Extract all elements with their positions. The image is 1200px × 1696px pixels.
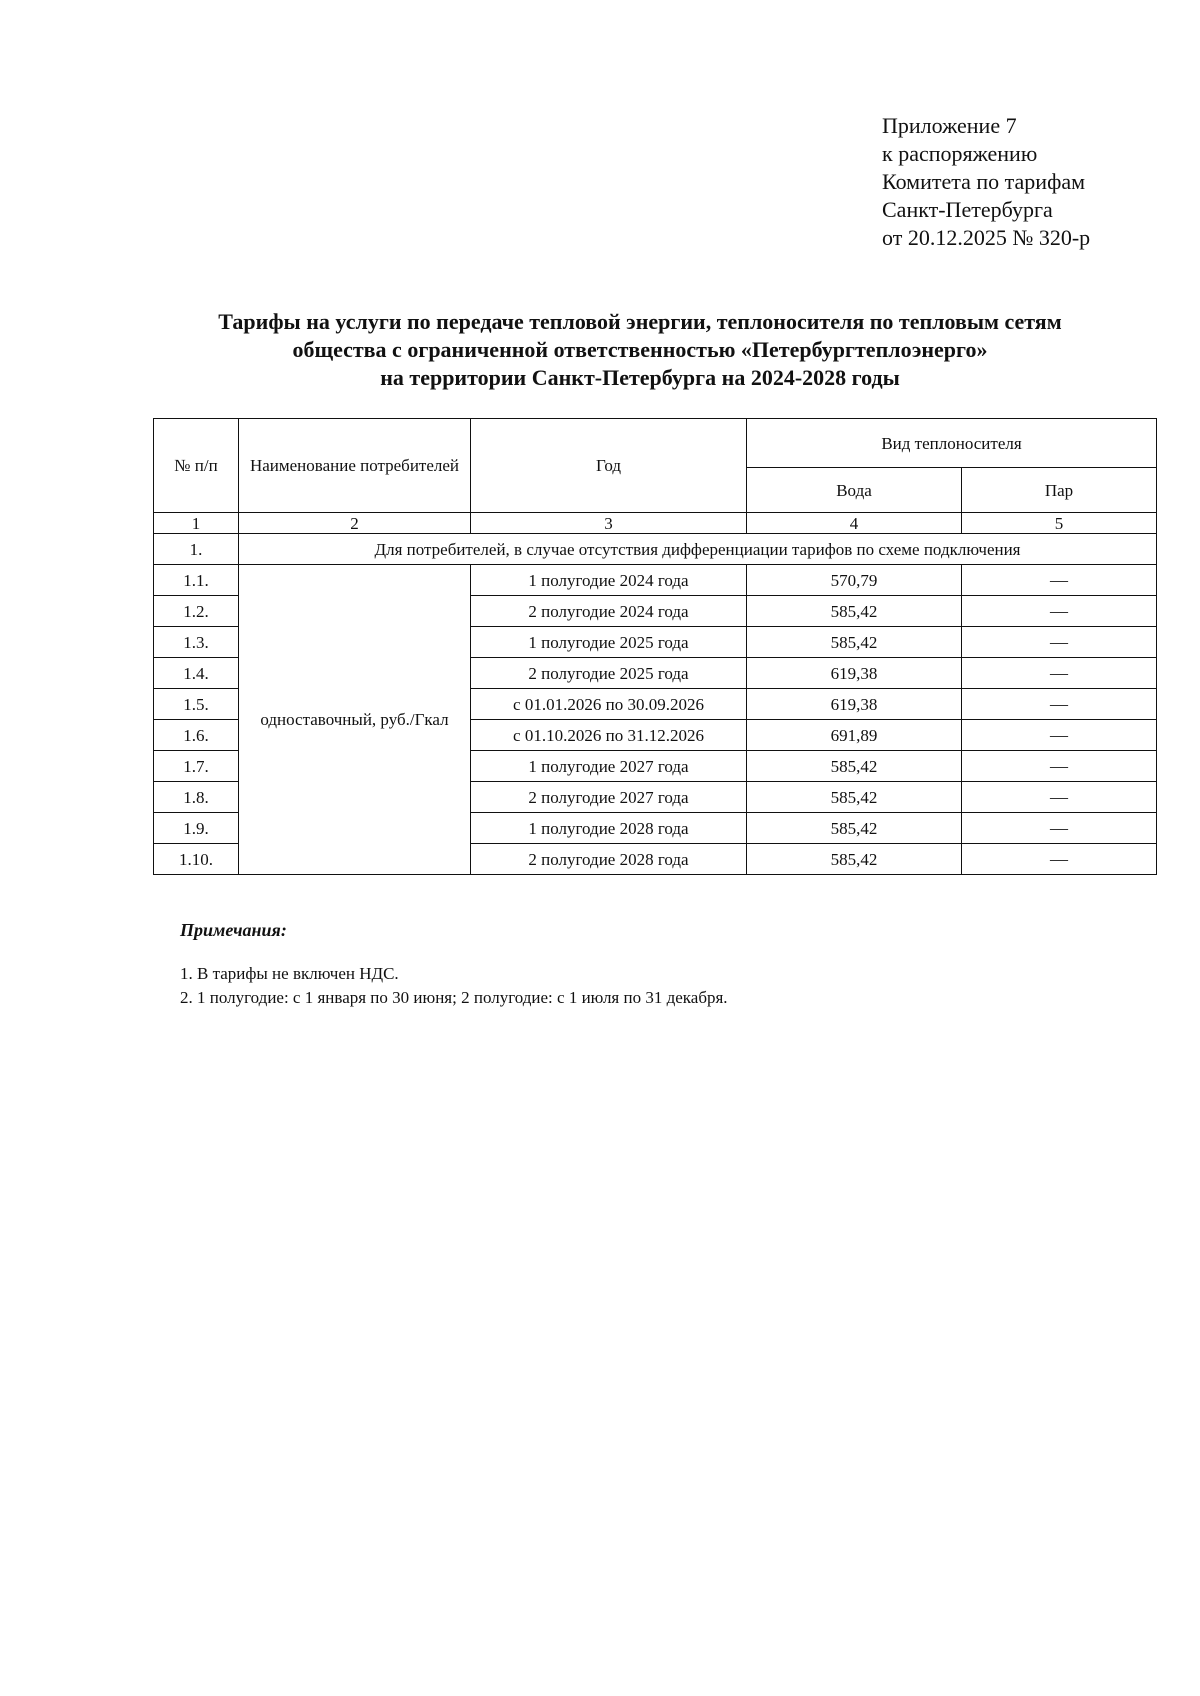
header-carrier: Вид теплоносителя	[747, 419, 1157, 468]
row-num: 1.1.	[154, 565, 239, 596]
row-steam: —	[962, 627, 1157, 658]
row-num: 1.3.	[154, 627, 239, 658]
row-period: 2 полугодие 2028 года	[471, 844, 747, 875]
header-num: № п/п	[154, 419, 239, 513]
appendix-line: Комитета по тарифам	[882, 169, 1086, 194]
column-number: 3	[471, 513, 747, 534]
consumer-label: одноставочный, руб./Гкал	[239, 565, 471, 875]
table-row	[154, 565, 1157, 596]
row-water: 585,42	[747, 813, 962, 844]
row-steam: —	[962, 658, 1157, 689]
row-steam: —	[962, 596, 1157, 627]
column-number: 4	[747, 513, 962, 534]
column-number: 1	[154, 513, 239, 534]
header-consumer: Наименование потребителей	[239, 419, 471, 513]
row-water: 570,79	[747, 565, 962, 596]
row-num: 1.7.	[154, 751, 239, 782]
notes-heading: Примечания:	[180, 920, 287, 940]
row-water: 691,89	[747, 720, 962, 751]
row-period: 2 полугодие 2024 года	[471, 596, 747, 627]
row-num: 1.5.	[154, 689, 239, 720]
tariff-table	[153, 418, 1157, 875]
row-num: 1.2.	[154, 596, 239, 627]
row-water: 585,42	[747, 782, 962, 813]
row-steam: —	[962, 720, 1157, 751]
column-number: 5	[962, 513, 1157, 534]
row-num: 1.10.	[154, 844, 239, 875]
note-item: 1. В тарифы не включен НДС.	[180, 964, 399, 983]
row-steam: —	[962, 844, 1157, 875]
row-water: 585,42	[747, 627, 962, 658]
appendix-line: от 20.12.2025 № 320-р	[882, 225, 1091, 250]
column-number: 2	[239, 513, 471, 534]
section-label: Для потребителей, в случае отсутствия дифференциации тарифов по схеме подключения	[239, 534, 1157, 565]
row-steam: —	[962, 565, 1157, 596]
row-water: 585,42	[747, 751, 962, 782]
row-period: 2 полугодие 2027 года	[471, 782, 747, 813]
document-title	[150, 308, 1130, 392]
row-num: 1.4.	[154, 658, 239, 689]
row-water: 585,42	[747, 596, 962, 627]
title-line: общества с ограниченной ответственностью «Петербургтеплоэнерго»	[292, 337, 988, 362]
row-num: 1.6.	[154, 720, 239, 751]
row-water: 619,38	[747, 658, 962, 689]
row-steam: —	[962, 751, 1157, 782]
header-steam: Пар	[962, 468, 1157, 513]
title-line: Тарифы на услуги по передаче тепловой энергии, теплоносителя по тепловым сетям	[218, 309, 1062, 334]
section-row	[154, 534, 1157, 565]
section-num: 1.	[154, 534, 239, 565]
row-period: 1 полугодие 2027 года	[471, 751, 747, 782]
row-steam: —	[962, 813, 1157, 844]
notes-list	[180, 962, 728, 1010]
row-period: 1 полугодие 2025 года	[471, 627, 747, 658]
row-water: 619,38	[747, 689, 962, 720]
row-period: 2 полугодие 2025 года	[471, 658, 747, 689]
appendix-block	[882, 112, 1090, 252]
appendix-line: к распоряжению	[882, 141, 1038, 166]
row-period: с 01.10.2026 по 31.12.2026	[471, 720, 747, 751]
column-numbers-row	[154, 513, 1157, 534]
header-water: Вода	[747, 468, 962, 513]
row-steam: —	[962, 782, 1157, 813]
row-water: 585,42	[747, 844, 962, 875]
row-period: с 01.01.2026 по 30.09.2026	[471, 689, 747, 720]
row-num: 1.8.	[154, 782, 239, 813]
row-period: 1 полугодие 2028 года	[471, 813, 747, 844]
row-num: 1.9.	[154, 813, 239, 844]
appendix-line: Приложение 7	[882, 113, 1017, 138]
title-line: на территории Санкт-Петербурга на 2024-2028 годы	[380, 365, 900, 390]
note-item: 2. 1 полугодие: с 1 января по 30 июня; 2 полугодие: с 1 июля по 31 декабря.	[180, 988, 728, 1007]
appendix-line: Санкт-Петербурга	[882, 197, 1053, 222]
header-year: Год	[471, 419, 747, 513]
row-steam: —	[962, 689, 1157, 720]
row-period: 1 полугодие 2024 года	[471, 565, 747, 596]
